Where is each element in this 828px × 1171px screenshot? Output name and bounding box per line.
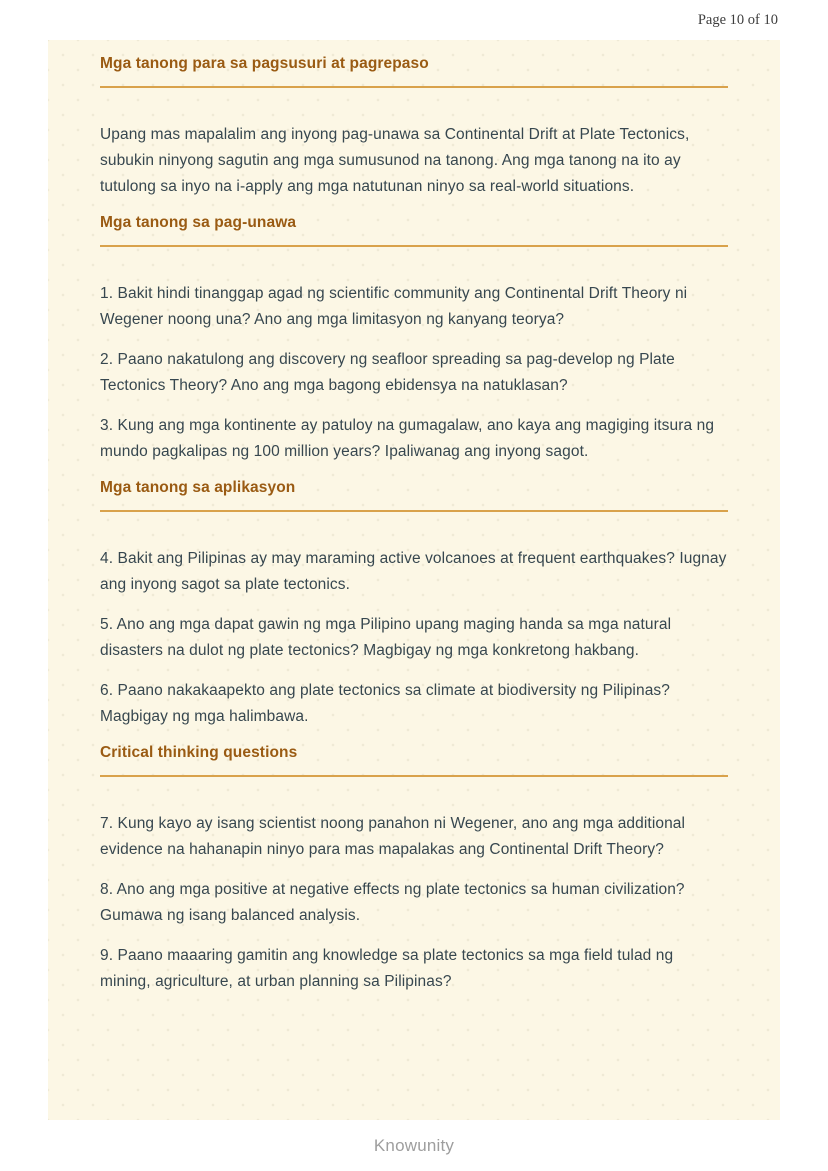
question-item: 7. Kung kayo ay isang scientist noong panahon ni Wegener, ano ang mga additional evidence na hahanapin ninyo para mas mapalakas ang Continental Drift Theory? — [100, 815, 686, 858]
section-heading: Mga tanong para sa pagsusuri at pagrepaso — [100, 55, 728, 88]
question-item: 2. Paano nakatulong ang discovery ng seafloor spreading sa pag-develop ng Plate Tectonics Theory? Ano ang mga bagong ebidensya na natuklasan? — [100, 351, 675, 394]
section-heading: Mga tanong sa pag-unawa — [100, 214, 728, 247]
footer-brand: Knowunity — [373, 1135, 455, 1155]
paragraph: Upang mas mapalalim ang inyong pag-unawa sa Continental Drift at Plate Tectonics, subukin ninyong sagutin ang mga sumusunod na tanong. Ang mga tanong na ito ay tutulong sa inyo na i-apply ang mga natutunan ninyo sa real-world situations. — [100, 126, 690, 195]
page-indicator: Page 10 of 10 — [697, 11, 778, 28]
question-item: 4. Bakit ang Pilipinas ay may maraming active volcanoes at frequent earthquakes? Iugnay ang inyong sagot sa plate tectonics. — [100, 550, 727, 593]
section-heading: Critical thinking questions — [100, 744, 728, 777]
question-item: 1. Bakit hindi tinanggap agad ng scientific community ang Continental Drift Theory ni Wegener noong una? Ano ang mga limitasyon ng kanyang teorya? — [100, 285, 688, 328]
top-bar — [0, 0, 828, 40]
section-application-questions — [100, 479, 728, 730]
section-comprehension-questions — [100, 214, 728, 465]
question-item: 5. Ano ang mga dapat gawin ng mga Pilipino upang maging handa sa mga natural disasters na dulot ng plate tectonics? Magbigay ng mga konkretong hakbang. — [100, 616, 672, 659]
question-item: 6. Paano nakakaapekto ang plate tectonics sa climate at biodiversity ng Pilipinas? Magbigay ng mga halimbawa. — [100, 682, 670, 725]
question-item: 8. Ano ang mga positive at negative effects ng plate tectonics sa human civilization? Gumawa ng isang balanced analysis. — [100, 881, 685, 924]
section-review-questions — [100, 55, 728, 200]
section-heading: Mga tanong sa aplikasyon — [100, 479, 728, 512]
section-critical-thinking-questions — [100, 744, 728, 995]
document-page — [48, 40, 780, 1120]
question-item: 9. Paano maaaring gamitin ang knowledge sa plate tectonics sa mga field tulad ng mining, agriculture, at urban planning sa Pilipinas? — [100, 947, 674, 990]
question-item: 3. Kung ang mga kontinente ay patuloy na gumagalaw, ano kaya ang magiging itsura ng mundo pagkalipas ng 100 million years? Ipaliwanag ang inyong sagot. — [100, 417, 715, 460]
footer — [0, 1120, 828, 1171]
